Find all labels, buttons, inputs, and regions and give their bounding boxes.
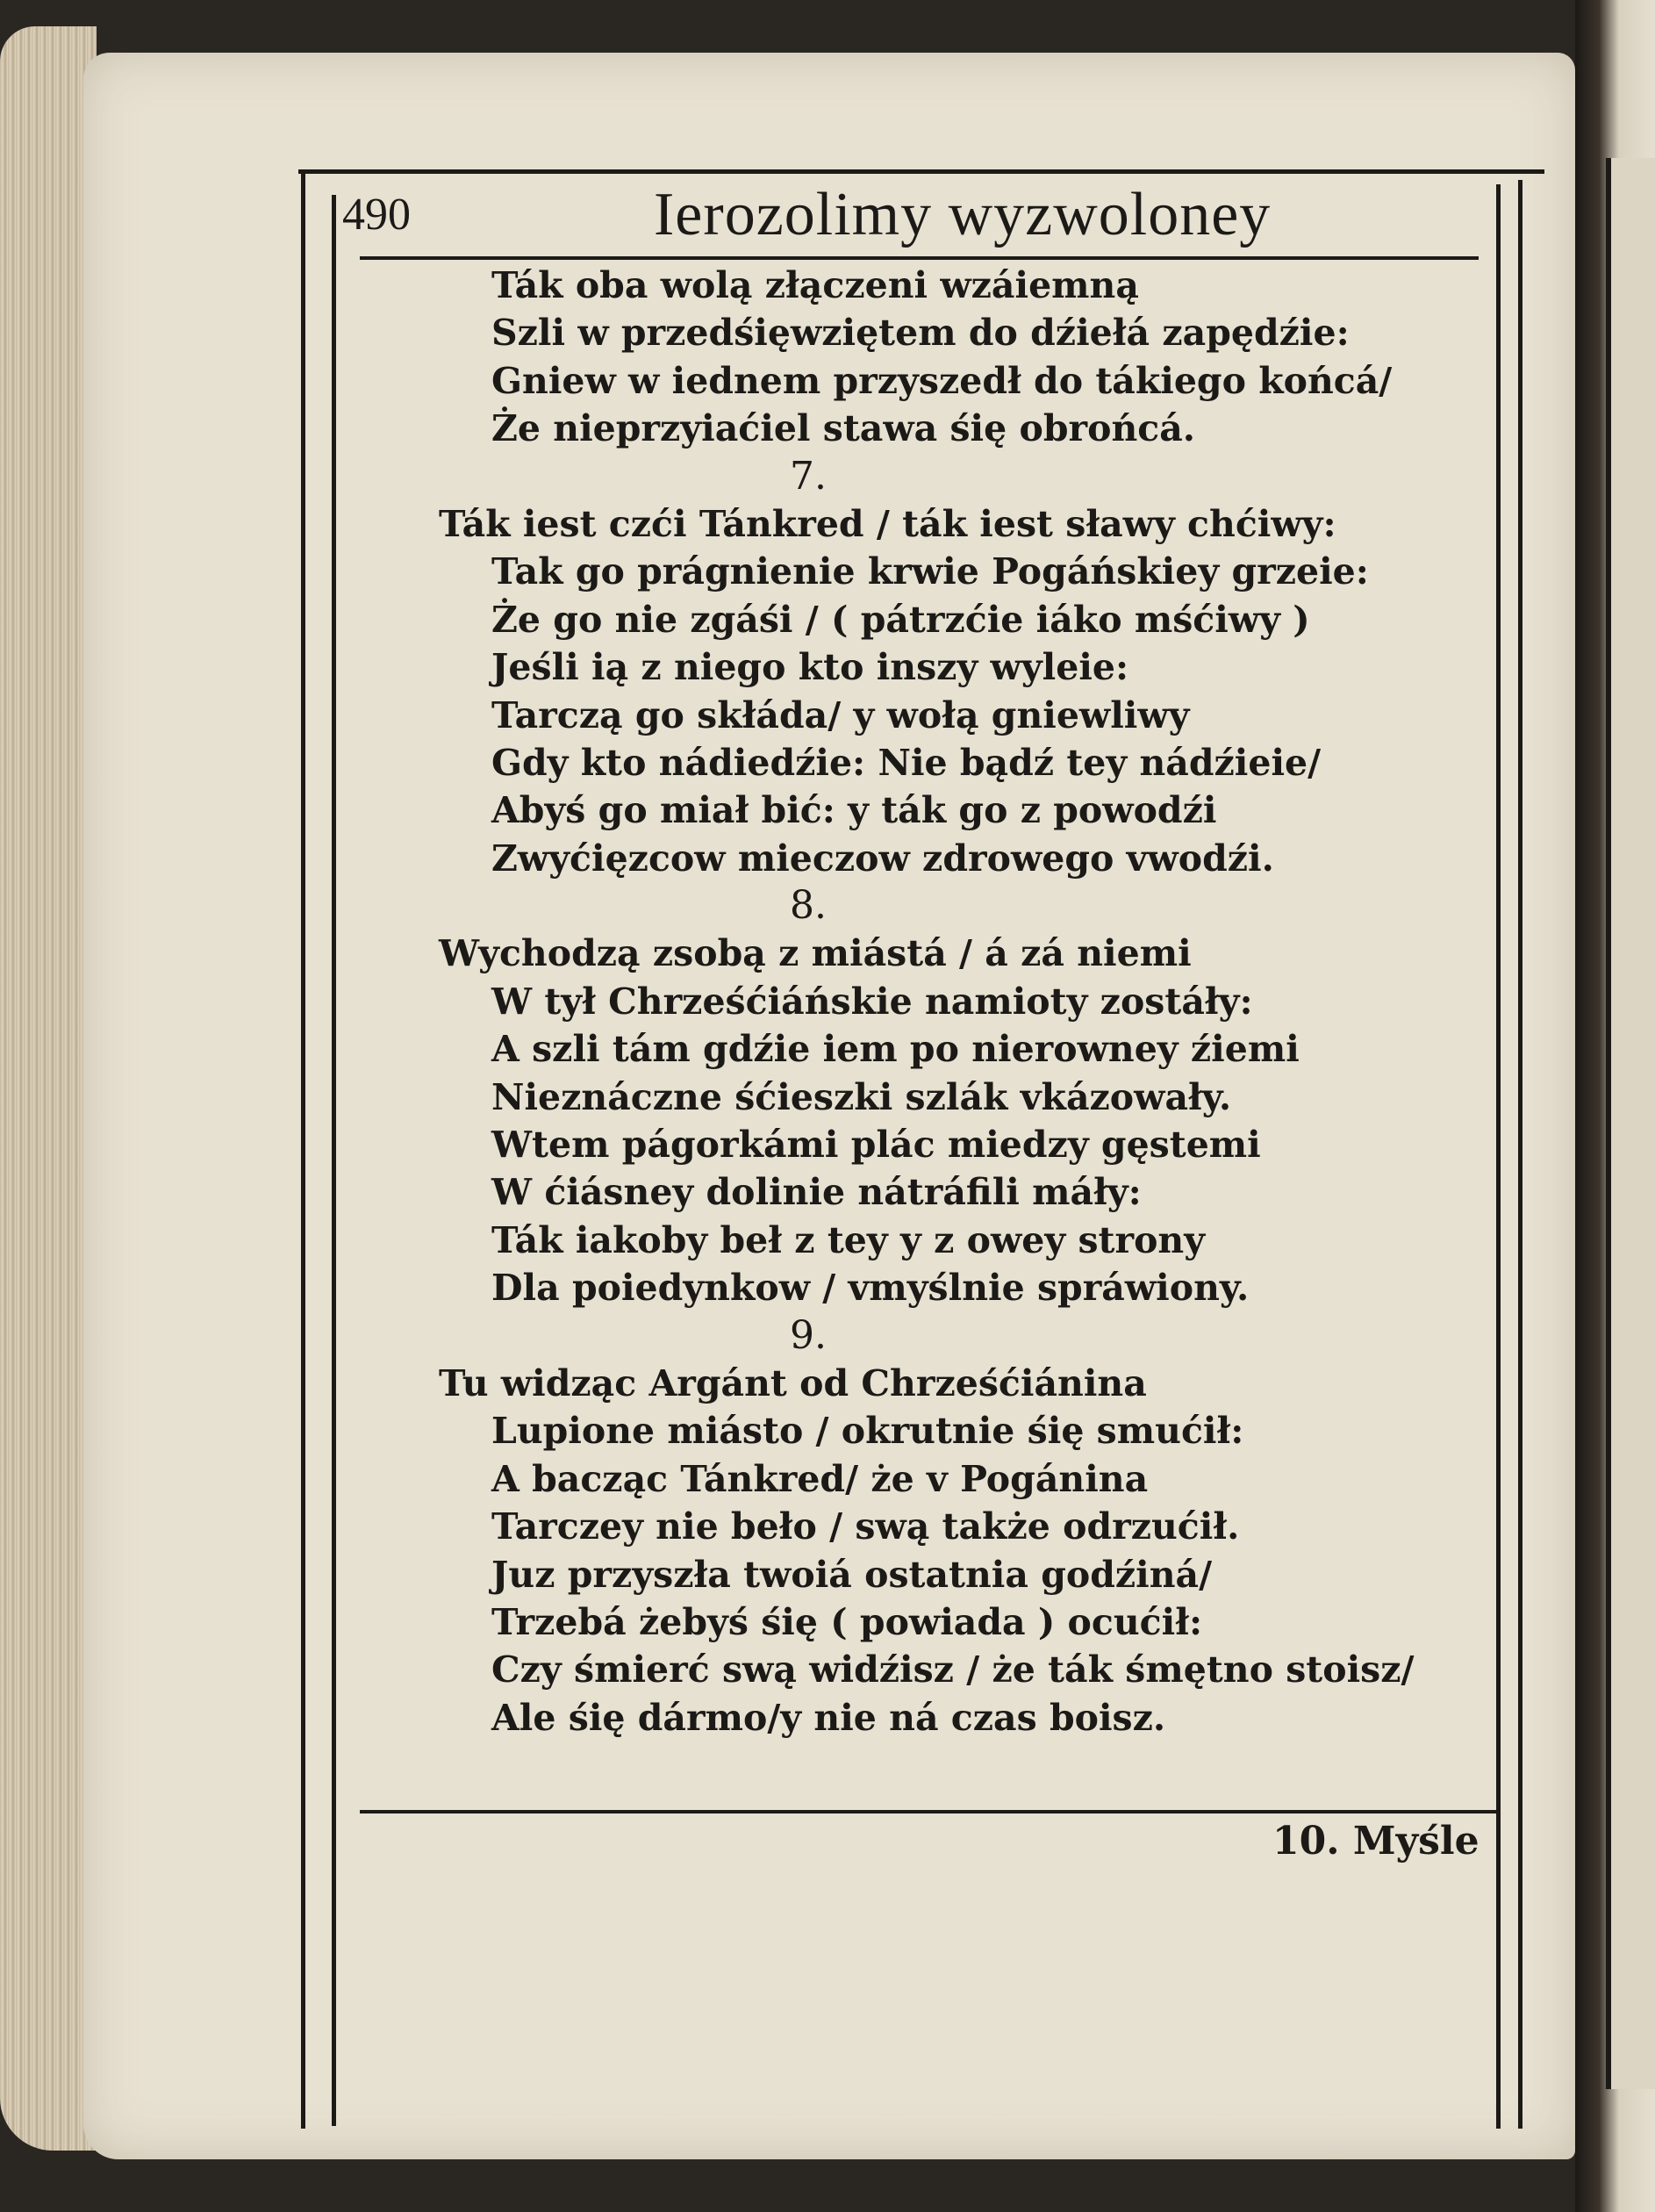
- verse-line: Gdy kto nádiedźie: Nie bądź tey nádźieie/: [491, 741, 1322, 784]
- verse-line: Tak go prágnienie krwie Pogáńskiey grzeie:: [491, 550, 1369, 593]
- verse-line: Nieznáczne śćieszki szlák vkázowały.: [491, 1075, 1232, 1118]
- verse-line: Gniew w iednem przyszedł do tákiego końcá/: [491, 359, 1393, 402]
- running-head: [342, 180, 1483, 259]
- verse-line: Dla poiedynkow / vmyślnie spráwiony.: [491, 1267, 1250, 1310]
- frame-right-rule-outer: [1518, 180, 1522, 2129]
- footer-rule: [360, 1810, 1496, 1813]
- verse-line: Zwyćięzcow mieczow zdrowego vwodźi.: [491, 837, 1274, 880]
- verse-line: Ták oba wolą złączeni wzáiemną: [491, 264, 1139, 306]
- verse-line: Że nieprzyiaćiel stawa śię obrońcá.: [491, 407, 1196, 450]
- verse-line: Ale śię dármo/y nie ná czas boisz.: [491, 1696, 1166, 1739]
- verse-line: A szli tám gdźie iem po nierowney źiemi: [491, 1028, 1300, 1071]
- frame-right-rule-inner: [1496, 184, 1501, 2129]
- verse-line: Abyś go miał bić: y ták go z powodźi: [491, 789, 1217, 832]
- verse-line: Wychodzą zsobą z miástá / á zá niemi: [439, 932, 1192, 975]
- verse-line: Czy śmierć swą widźisz / że ták śmętno stoisz/: [491, 1648, 1415, 1691]
- verse-line: Tu widząc Argánt od Chrześćiánina: [439, 1361, 1147, 1404]
- verse-line: Tarczą go skłáda/ y wołą gniewliwy: [491, 693, 1190, 736]
- poem-text: [439, 262, 1492, 1742]
- page-number: 490: [342, 190, 411, 240]
- running-title: Ierozolimy wyzwoloney: [654, 181, 1272, 248]
- frame-top-rule: [298, 169, 1544, 174]
- verse-line: Juz przyszła twoiá ostatnia godźiná/: [491, 1553, 1213, 1596]
- frame-left-rule-inner: [332, 195, 336, 2126]
- stanza-number: 7.: [790, 453, 827, 499]
- stanza-number: 9.: [790, 1312, 827, 1358]
- verse-line: A bacząc Tánkred/ że v Pogánina: [491, 1457, 1149, 1500]
- verse-line: Szli w przedśięwziętem do dźiełá zapędźie:: [491, 312, 1350, 355]
- facing-page-edge: [1606, 158, 1655, 2089]
- stanza-number: 8.: [790, 883, 827, 929]
- verse-line: Ták iest czći Tánkred / ták iest sławy chćiwy:: [439, 502, 1336, 545]
- verse-line: Trzebá żebyś śię ( powiada ) ocućił:: [491, 1600, 1203, 1643]
- verse-line: Jeśli ią z niego kto inszy wyleie:: [491, 646, 1129, 689]
- verse-line: Ták iakoby beł z tey y z owey strony: [491, 1218, 1206, 1261]
- page-edges: [0, 26, 97, 2151]
- frame-left-rule-outer: [301, 171, 305, 2129]
- verse-line: W tył Chrześćiáńskie namioty zostáły:: [491, 980, 1253, 1023]
- verse-line: Tarczey nie beło / swą także odrzućił.: [491, 1505, 1240, 1548]
- verse-line: W ćiásney dolinie nátráfili máły:: [491, 1171, 1142, 1214]
- verse-line: Że go nie zgáśi / ( pátrzćie iáko mśćiwy ): [491, 598, 1310, 641]
- catchword: 10. Myśle: [1272, 1819, 1479, 1864]
- verse-line: Lupione miásto / okrutnie śię smućił:: [491, 1410, 1244, 1453]
- verse-line: Wtem págorkámi plác miedzy gęstemi: [491, 1124, 1261, 1167]
